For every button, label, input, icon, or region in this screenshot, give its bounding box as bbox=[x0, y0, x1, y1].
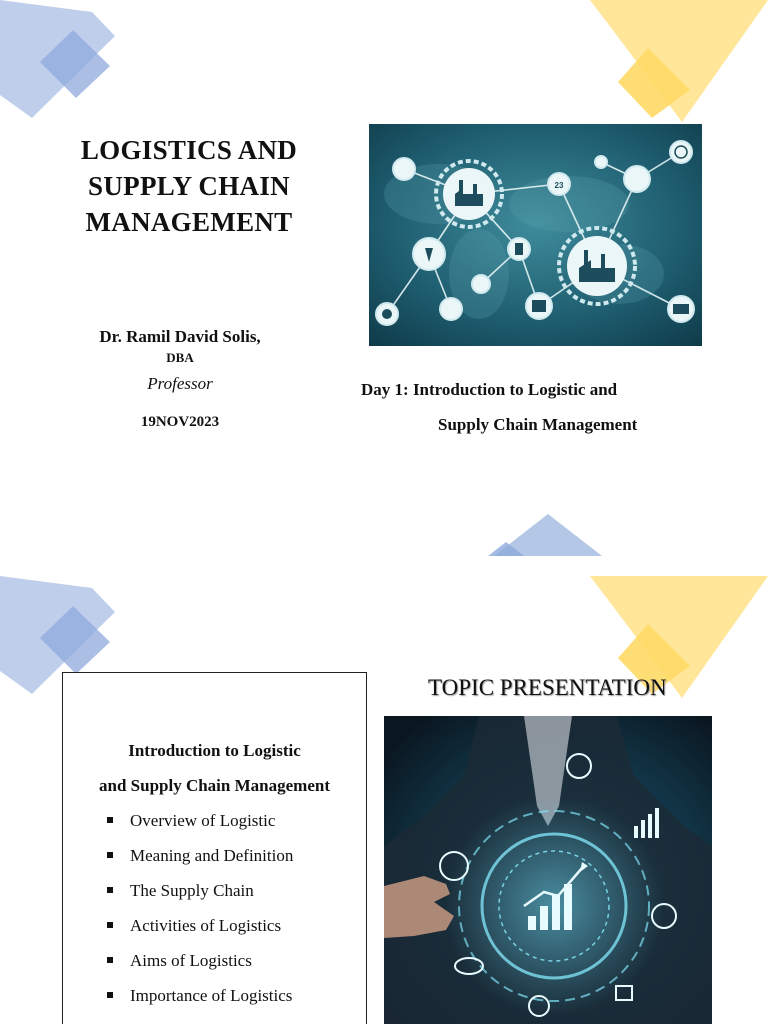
digital-business-image bbox=[384, 716, 712, 1024]
topic-heading: TOPIC PRESENTATION bbox=[428, 675, 667, 700]
presentation-title bbox=[56, 132, 322, 240]
logistics-network-image bbox=[369, 124, 702, 346]
list-item bbox=[63, 803, 366, 838]
topic-list bbox=[63, 803, 366, 1013]
bullet-icon bbox=[107, 817, 113, 823]
list-item-label: Overview of Logistic bbox=[130, 811, 276, 830]
outline-title-line: Introduction to Logistic bbox=[128, 741, 301, 760]
list-item bbox=[63, 838, 366, 873]
topic-outline-box bbox=[62, 672, 367, 1024]
topic-slide bbox=[0, 576, 768, 1024]
box-node-icon bbox=[393, 158, 415, 180]
author-role: Professor bbox=[147, 374, 213, 393]
bullet-icon bbox=[107, 992, 113, 998]
list-item bbox=[63, 978, 366, 1013]
list-item-label: Activities of Logistics bbox=[130, 916, 282, 935]
title-line: LOGISTICS AND bbox=[80, 135, 298, 165]
list-item-label: Aims of Logistics bbox=[130, 951, 252, 970]
truck-icon bbox=[440, 298, 462, 320]
bullet-icon bbox=[107, 957, 113, 963]
author-name: Dr. Ramil David Solis, bbox=[99, 327, 261, 346]
list-item bbox=[63, 908, 366, 943]
bullet-icon bbox=[107, 887, 113, 893]
day-title-line: Day 1: Introduction to Logistic and bbox=[361, 380, 618, 399]
list-item-label: The Supply Chain bbox=[130, 881, 254, 900]
title-line: SUPPLY CHAIN bbox=[88, 171, 290, 201]
list-item-label: Importance of Logistics bbox=[130, 986, 293, 1005]
clock-icon bbox=[472, 275, 490, 293]
list-item bbox=[63, 873, 366, 908]
list-item-label: Meaning and Definition bbox=[130, 846, 294, 865]
presentation-date: 19NOV2023 bbox=[140, 414, 220, 430]
title-line: MANAGEMENT bbox=[85, 207, 293, 237]
bullet-icon bbox=[107, 852, 113, 858]
chat-icon bbox=[624, 166, 650, 192]
outline-title-line: and Supply Chain Management bbox=[99, 776, 330, 795]
yellow-decor-triangle bbox=[590, 0, 768, 122]
author-degree: DBA bbox=[166, 350, 194, 365]
list-item bbox=[63, 943, 366, 978]
globe-icon bbox=[670, 141, 692, 163]
small-node-icon bbox=[595, 156, 607, 168]
bullet-icon bbox=[107, 922, 113, 928]
calendar-day-text: 23 bbox=[554, 181, 564, 190]
day-title-line: Supply Chain Management bbox=[438, 415, 638, 434]
